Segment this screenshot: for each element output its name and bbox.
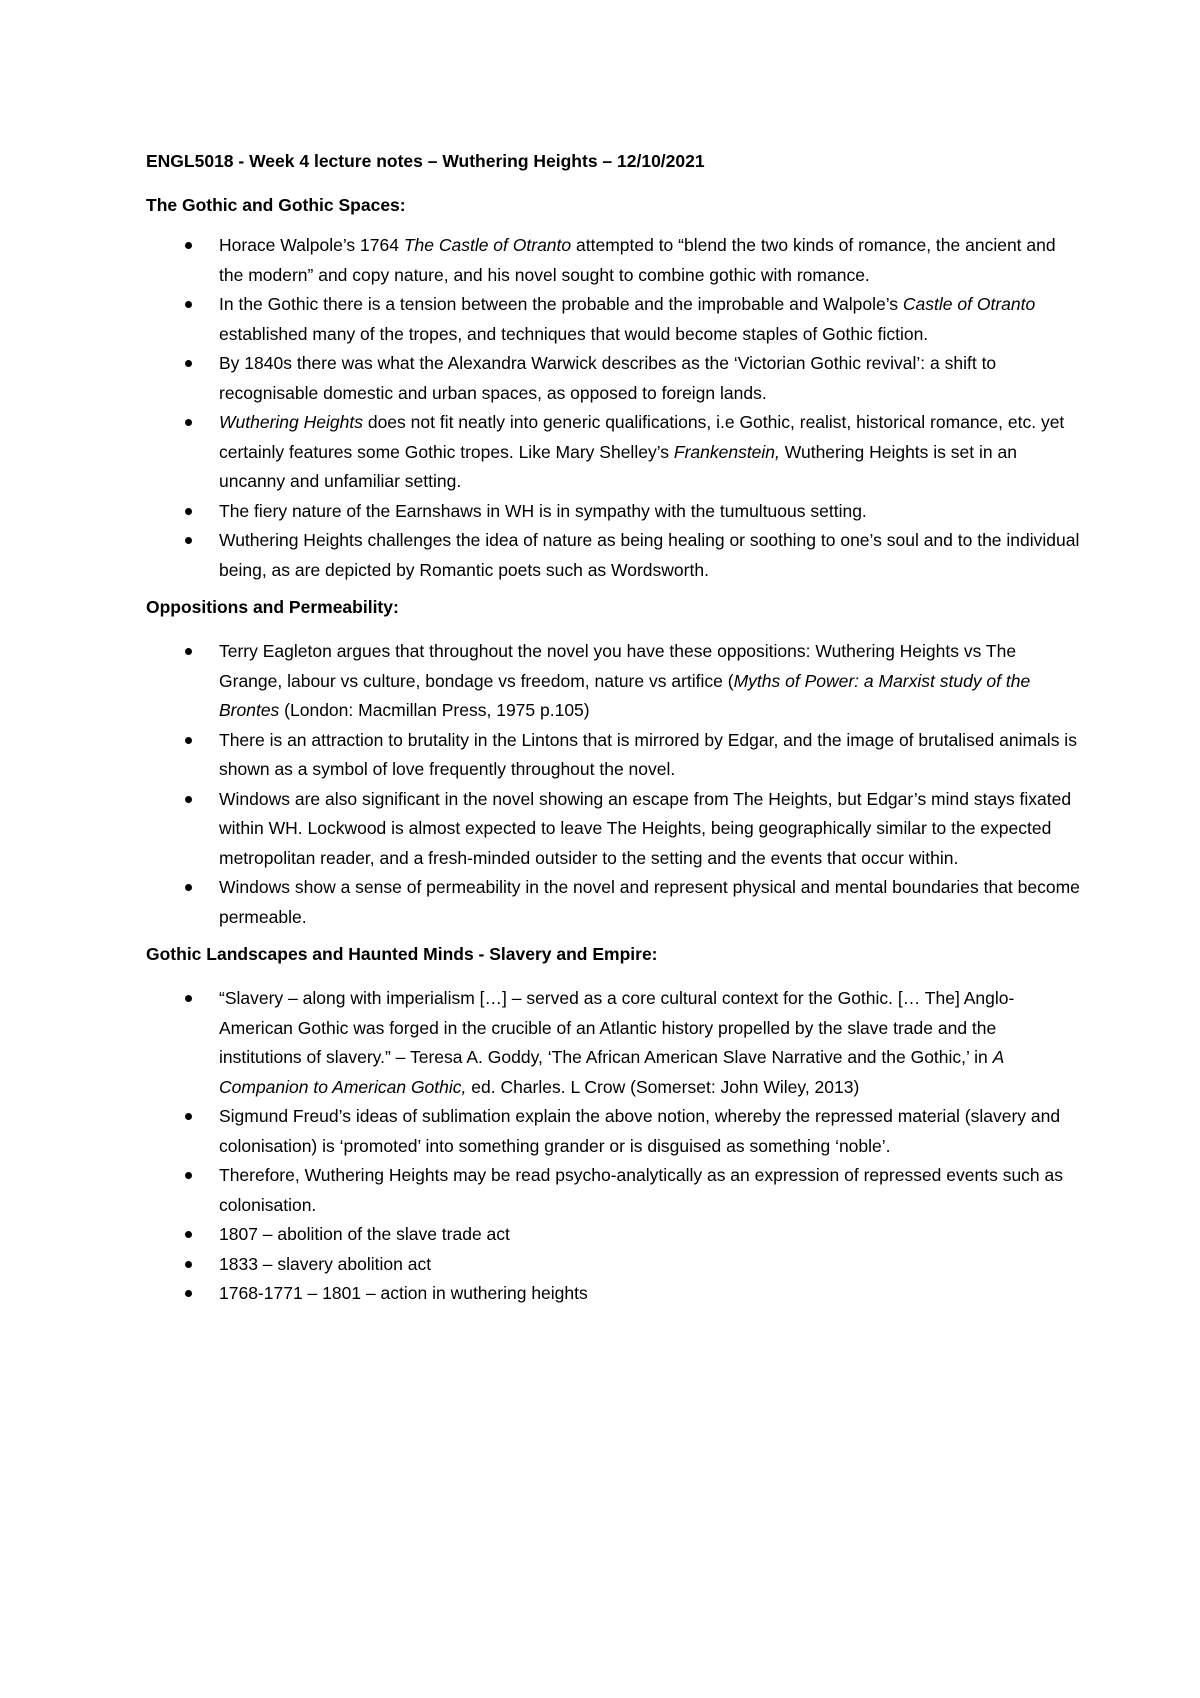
text-segment: (London: Macmillan Press, 1975 p.105) xyxy=(279,700,590,720)
bullet-list-oppositions xyxy=(146,637,1080,932)
bullet-icon xyxy=(185,1172,192,1179)
bullet-icon xyxy=(185,1231,192,1238)
list-item xyxy=(146,1161,1080,1220)
bullet-icon xyxy=(185,648,192,655)
text-segment: Wuthering Heights is set in an uncanny and unfamiliar setting. xyxy=(219,441,1017,491)
italic-text: Castle of Otranto xyxy=(902,294,1036,314)
list-item xyxy=(146,231,1080,290)
text-segment: ed. Charles. L Crow (Somerset: John Wiley, 2013) xyxy=(466,1076,860,1097)
bullet-icon xyxy=(185,419,192,426)
list-item xyxy=(146,497,1080,527)
list-item xyxy=(146,1220,1080,1250)
list-item xyxy=(146,785,1080,874)
italic-text: The Castle of Otranto xyxy=(403,235,572,255)
page-title: ENGL5018 - Week 4 lecture notes – Wuthering Heights – 12/10/2021 xyxy=(146,151,705,171)
list-item xyxy=(146,290,1080,349)
text-segment: 1768-1771 – 1801 – action in wuthering heights xyxy=(219,1283,588,1303)
bullet-icon xyxy=(185,1113,192,1120)
text-segment: There is an attraction to brutality in the Lintons that is mirrored by Edgar, and the image of brutalised animals is shown as a symbol of love frequently throughout the novel. xyxy=(219,729,1077,779)
italic-text: Frankenstein, xyxy=(673,441,780,462)
text-segment: 1833 – slavery abolition act xyxy=(219,1253,432,1274)
bullet-icon xyxy=(185,796,192,803)
text-segment: Windows show a sense of permeability in the novel and represent physical and mental boundaries that become permeable. xyxy=(219,877,1080,927)
italic-text: Myths of Power: a Marxist study of the Brontes xyxy=(219,670,1031,720)
italic-text: A Companion to American Gothic, xyxy=(219,1047,1004,1097)
list-item xyxy=(146,349,1080,408)
list-item xyxy=(146,873,1080,932)
italic-text: Wuthering Heights xyxy=(219,412,363,432)
list-item xyxy=(146,637,1080,726)
bullet-icon xyxy=(185,537,192,544)
text-segment: Wuthering Heights challenges the idea of nature as being healing or soothing to one’s soul and to the individual being, as are depicted by Romantic poets such as Wordsworth. xyxy=(219,530,1080,580)
text-segment: established many of the tropes, and techniques that would become staples of Gothic fiction. xyxy=(219,323,929,344)
bullet-list-gothic-spaces xyxy=(146,231,1080,585)
section-heading-slavery-empire: Gothic Landscapes and Haunted Minds - Slavery and Empire: xyxy=(146,944,658,964)
text-segment: By 1840s there was what the Alexandra Warwick describes as the ‘Victorian Gothic revival’: a shift to recognisable domestic and urban spaces, as opposed to foreign lands. xyxy=(219,353,997,403)
text-segment: 1807 – abolition of the slave trade act xyxy=(219,1224,510,1244)
list-item xyxy=(146,1279,1080,1309)
bullet-list-slavery-empire xyxy=(146,984,1080,1309)
bullet-icon xyxy=(185,1261,192,1268)
text-segment: In the Gothic there is a tension between the probable and the improbable and Walpole’s xyxy=(219,294,903,314)
bullet-icon xyxy=(185,737,192,744)
list-item xyxy=(146,1250,1080,1280)
list-item xyxy=(146,726,1080,785)
bullet-icon xyxy=(185,242,192,249)
list-item xyxy=(146,984,1080,1102)
bullet-icon xyxy=(185,360,192,367)
section-heading-oppositions: Oppositions and Permeability: xyxy=(146,597,399,617)
text-segment: The fiery nature of the Earnshaws in WH is in sympathy with the tumultuous setting. xyxy=(219,500,867,521)
list-item xyxy=(146,408,1080,497)
text-segment: Terry Eagleton argues that throughout the novel you have these oppositions: Wuthering Heights vs The Grange, labour vs culture, bondage vs freedom, nature vs artifice ( xyxy=(219,641,1017,691)
text-segment: Sigmund Freud’s ideas of sublimation explain the above notion, whereby the repressed material (slavery and colonisation) is ‘promoted’ into something grander or is disguised as something ‘noble’. xyxy=(219,1106,1061,1156)
bullet-icon xyxy=(185,1290,192,1297)
list-item xyxy=(146,526,1080,585)
text-segment: attempted to “blend the two kinds of romance, the ancient and the modern” and copy nature, and his novel sought to combine gothic with romance. xyxy=(219,235,1056,285)
text-segment: “Slavery – along with imperialism […] – served as a core cultural context for the Gothic. [… The] Anglo-American Gothic was forged in the crucible of an Atlantic history propelled by the slave trade and the institutions of slavery.” – Teresa A. Goddy, ‘The African American Slave Narrative and the Gothic,’ in xyxy=(219,988,1015,1067)
bullet-icon xyxy=(185,884,192,891)
section-heading-gothic-spaces: The Gothic and Gothic Spaces: xyxy=(146,195,406,215)
bullet-icon xyxy=(185,508,192,515)
text-segment: Windows are also significant in the novel showing an escape from The Heights, but Edgar’s mind stays fixated within WH. Lockwood is almost expected to leave The Heights, being geographically similar to the expected metropolitan reader, and a fresh-minded outsider to the setting and the events that occur within. xyxy=(219,788,1072,868)
list-item xyxy=(146,1102,1080,1161)
text-segment: does not fit neatly into generic qualifications, i.e Gothic, realist, historical romance, etc. yet certainly features some Gothic tropes. Like Mary Shelley’s xyxy=(219,412,1065,462)
bullet-icon xyxy=(185,995,192,1002)
text-segment: Therefore, Wuthering Heights may be read psycho-analytically as an expression of repressed events such as colonisation. xyxy=(219,1165,1063,1215)
text-segment: Horace Walpole’s 1764 xyxy=(219,235,404,255)
bullet-icon xyxy=(185,301,192,308)
